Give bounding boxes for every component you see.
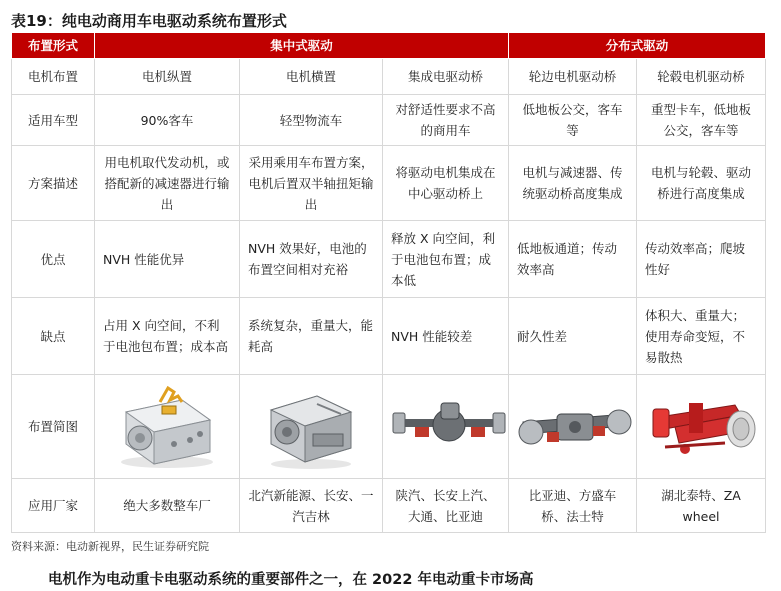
cell-motor-longitudinal: 电机纵置 — [95, 59, 240, 95]
row-label-motor: 电机布置 — [12, 59, 95, 95]
cell-maker-4: 比亚迪、方盛车桥、法士特 — [509, 479, 637, 533]
cell-dis-1: 占用 X 向空间，不利于电池包布置；成本高 — [95, 298, 240, 375]
table-row — [12, 375, 766, 479]
cell-vehicle-5: 重型卡车，低地板公交，客车等 — [637, 95, 766, 146]
cell-vehicle-3: 对舒适性要求不高的商用车 — [383, 95, 509, 146]
cell-scheme-2: 采用乘用车布置方案，电机后置双半轴扭矩输出 — [240, 146, 383, 221]
cell-adv-4: 低地板通道；传动效率高 — [509, 221, 637, 298]
header-layout-type: 布置形式 — [12, 33, 95, 59]
cell-scheme-5: 电机与轮毂、驱动桥进行高度集成 — [637, 146, 766, 221]
table-row — [12, 146, 766, 221]
table-row — [12, 298, 766, 375]
table-row — [12, 95, 766, 146]
longitudinal-motor-image — [112, 382, 222, 472]
table-row — [12, 479, 766, 533]
cell-maker-1: 绝大多数整车厂 — [95, 479, 240, 533]
transverse-motor-image — [261, 382, 361, 472]
cell-adv-1: NVH 性能优异 — [95, 221, 240, 298]
cell-maker-2: 北汽新能源、长安、一汽吉林 — [240, 479, 383, 533]
header-centralized: 集中式驱动 — [95, 33, 509, 59]
row-label-advantages: 优点 — [12, 221, 95, 298]
table-row — [12, 221, 766, 298]
cell-pic-integrated — [383, 375, 509, 479]
cell-adv-3: 释放 X 向空间，利于电池包布置；成本低 — [383, 221, 509, 298]
table-title: 表19：纯电动商用车电驱动系统布置形式 — [11, 12, 287, 30]
integrated-axle-image — [391, 397, 507, 457]
cell-vehicle-2: 轻型物流车 — [240, 95, 383, 146]
header-distributed: 分布式驱动 — [509, 33, 766, 59]
cell-maker-3: 陕汽、长安上汽、大通、比亚迪 — [383, 479, 509, 533]
cell-dis-5: 体积大、重量大；使用寿命变短，不易散热 — [637, 298, 766, 375]
row-label-diagram: 布置简图 — [12, 375, 95, 479]
cell-motor-integrated: 集成电驱动桥 — [383, 59, 509, 95]
cell-vehicle-4: 低地板公交，客车等 — [509, 95, 637, 146]
cell-dis-2: 系统复杂，重量大，能耗高 — [240, 298, 383, 375]
cell-dis-4: 耐久性差 — [509, 298, 637, 375]
cell-motor-wheel-side: 轮边电机驱动桥 — [509, 59, 637, 95]
cell-motor-hub: 轮毂电机驱动桥 — [637, 59, 766, 95]
hub-motor-axle-image — [645, 387, 761, 467]
layout-table — [11, 32, 766, 533]
cell-dis-3: NVH 性能较差 — [383, 298, 509, 375]
cell-adv-5: 传动效率高；爬坡性好 — [637, 221, 766, 298]
cell-maker-5: 湖北泰特、ZA wheel — [637, 479, 766, 533]
row-label-scheme: 方案描述 — [12, 146, 95, 221]
source-note: 资料来源：电动新视界，民生证券研究院 — [11, 540, 209, 553]
cell-pic-longitudinal — [95, 375, 240, 479]
row-label-vehicle: 适用车型 — [12, 95, 95, 146]
cell-pic-transverse — [240, 375, 383, 479]
header-row — [12, 33, 766, 59]
cell-pic-hub — [637, 375, 766, 479]
cell-motor-transverse: 电机横置 — [240, 59, 383, 95]
cell-scheme-4: 电机与减速器、传统驱动桥高度集成 — [509, 146, 637, 221]
cell-scheme-3: 将驱动电机集成在中心驱动桥上 — [383, 146, 509, 221]
cell-vehicle-1: 90%客车 — [95, 95, 240, 146]
cell-pic-wheel-side — [509, 375, 637, 479]
cell-scheme-1: 用电机取代发动机，或搭配新的减速器进行输出 — [95, 146, 240, 221]
table-row — [12, 59, 766, 95]
wheel-side-motor-axle-image — [517, 392, 633, 462]
cell-adv-2: NVH 效果好，电池的布置空间相对充裕 — [240, 221, 383, 298]
row-label-makers: 应用厂家 — [12, 479, 95, 533]
body-text: 电机作为电动重卡电驱动系统的重要部件之一，在 2022 年电动重卡市场高 — [48, 572, 534, 588]
row-label-disadvantages: 缺点 — [12, 298, 95, 375]
